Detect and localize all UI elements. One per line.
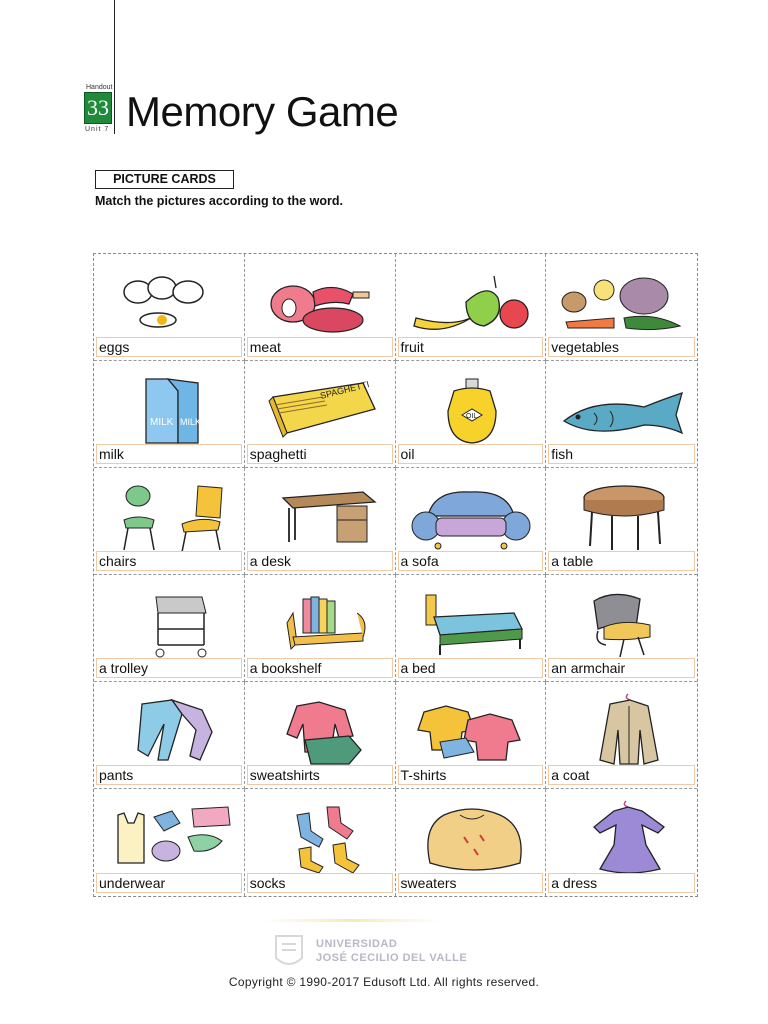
oil-bottle-icon xyxy=(404,369,538,445)
picture-card[interactable] xyxy=(396,468,547,575)
chairs-icon xyxy=(102,476,236,552)
eggs-icon xyxy=(102,262,236,338)
vegetables-icon xyxy=(554,262,688,338)
copyright-text: Copyright © 1990-2017 Edusoft Ltd. All rights reserved. xyxy=(228,975,540,989)
spaghetti-box-icon xyxy=(253,369,387,445)
card-label: fruit xyxy=(398,337,544,357)
picture-card[interactable] xyxy=(94,468,245,575)
svg-text:OIL: OIL xyxy=(465,413,477,420)
picture-card-grid xyxy=(93,253,698,897)
card-label: a coat xyxy=(548,765,695,785)
handout-label: Handout xyxy=(86,84,113,91)
card-label: meat xyxy=(247,337,393,357)
page-title: Memory Game xyxy=(126,88,399,135)
socks-icon xyxy=(253,797,387,873)
card-label: spaghetti xyxy=(247,444,393,464)
picture-card[interactable] xyxy=(245,468,396,575)
header-divider xyxy=(114,0,115,134)
milk-carton-icon xyxy=(102,369,236,445)
card-label: a bed xyxy=(398,658,544,678)
card-label: a trolley xyxy=(96,658,242,678)
bed-icon xyxy=(404,583,538,659)
card-label: a dress xyxy=(548,873,695,893)
picture-card[interactable] xyxy=(94,789,245,896)
sweater-icon xyxy=(404,797,538,873)
picture-card[interactable] xyxy=(245,789,396,896)
picture-card[interactable] xyxy=(396,361,547,468)
card-label: a desk xyxy=(247,551,393,571)
picture-card[interactable] xyxy=(546,682,697,789)
picture-card[interactable] xyxy=(396,575,547,682)
card-label: milk xyxy=(96,444,242,464)
picture-card[interactable] xyxy=(396,254,547,361)
watermark-accent-line xyxy=(262,919,442,922)
picture-card[interactable] xyxy=(94,361,245,468)
card-label: a sofa xyxy=(398,551,544,571)
svg-text:SPAGHETTI: SPAGHETTI xyxy=(318,379,371,401)
picture-card[interactable] xyxy=(245,361,396,468)
picture-card[interactable] xyxy=(94,254,245,361)
card-label: fish xyxy=(548,444,695,464)
armchair-icon xyxy=(554,583,688,659)
picture-card[interactable] xyxy=(546,361,697,468)
card-label: pants xyxy=(96,765,242,785)
meat-icon xyxy=(253,262,387,338)
card-label: an armchair xyxy=(548,658,695,678)
picture-card[interactable] xyxy=(245,254,396,361)
card-label: a table xyxy=(548,551,695,571)
watermark-line2: JOSÉ CECILIO DEL VALLE xyxy=(316,952,468,964)
fish-icon xyxy=(554,369,688,445)
sweatshirts-icon xyxy=(253,690,387,766)
card-label: sweatshirts xyxy=(247,765,393,785)
picture-card[interactable] xyxy=(94,682,245,789)
card-label: T-shirts xyxy=(398,765,544,785)
section-label: PICTURE CARDS xyxy=(95,170,234,189)
trolley-icon xyxy=(102,583,236,659)
unit-label: Unit 7 xyxy=(85,126,110,133)
picture-card[interactable] xyxy=(245,575,396,682)
svg-text:MILK: MILK xyxy=(180,417,202,427)
pants-icon xyxy=(102,690,236,766)
bookshelf-icon xyxy=(253,583,387,659)
picture-card[interactable] xyxy=(94,575,245,682)
picture-card[interactable] xyxy=(546,789,697,896)
underwear-icon xyxy=(102,797,236,873)
sofa-icon xyxy=(404,476,538,552)
card-label: oil xyxy=(398,444,544,464)
card-label: sweaters xyxy=(398,873,544,893)
picture-card[interactable] xyxy=(546,575,697,682)
card-label: vegetables xyxy=(548,337,695,357)
desk-icon xyxy=(253,476,387,552)
coat-icon xyxy=(554,690,688,766)
handout-number-badge: 33 xyxy=(84,92,112,124)
dress-icon xyxy=(554,797,688,873)
fruit-icon xyxy=(404,262,538,338)
card-label: underwear xyxy=(96,873,242,893)
instruction-text: Match the pictures according to the word. xyxy=(95,194,343,208)
picture-card[interactable] xyxy=(546,468,697,575)
picture-card[interactable] xyxy=(546,254,697,361)
card-label: socks xyxy=(247,873,393,893)
svg-text:MILK: MILK xyxy=(150,417,174,428)
t-shirts-icon xyxy=(404,690,538,766)
card-label: chairs xyxy=(96,551,242,571)
picture-card[interactable] xyxy=(396,682,547,789)
watermark-line1: UNIVERSIDAD xyxy=(316,938,398,950)
card-label: eggs xyxy=(96,337,242,357)
picture-card[interactable] xyxy=(396,789,547,896)
picture-card[interactable] xyxy=(245,682,396,789)
card-label: a bookshelf xyxy=(247,658,393,678)
table-icon xyxy=(554,476,688,552)
